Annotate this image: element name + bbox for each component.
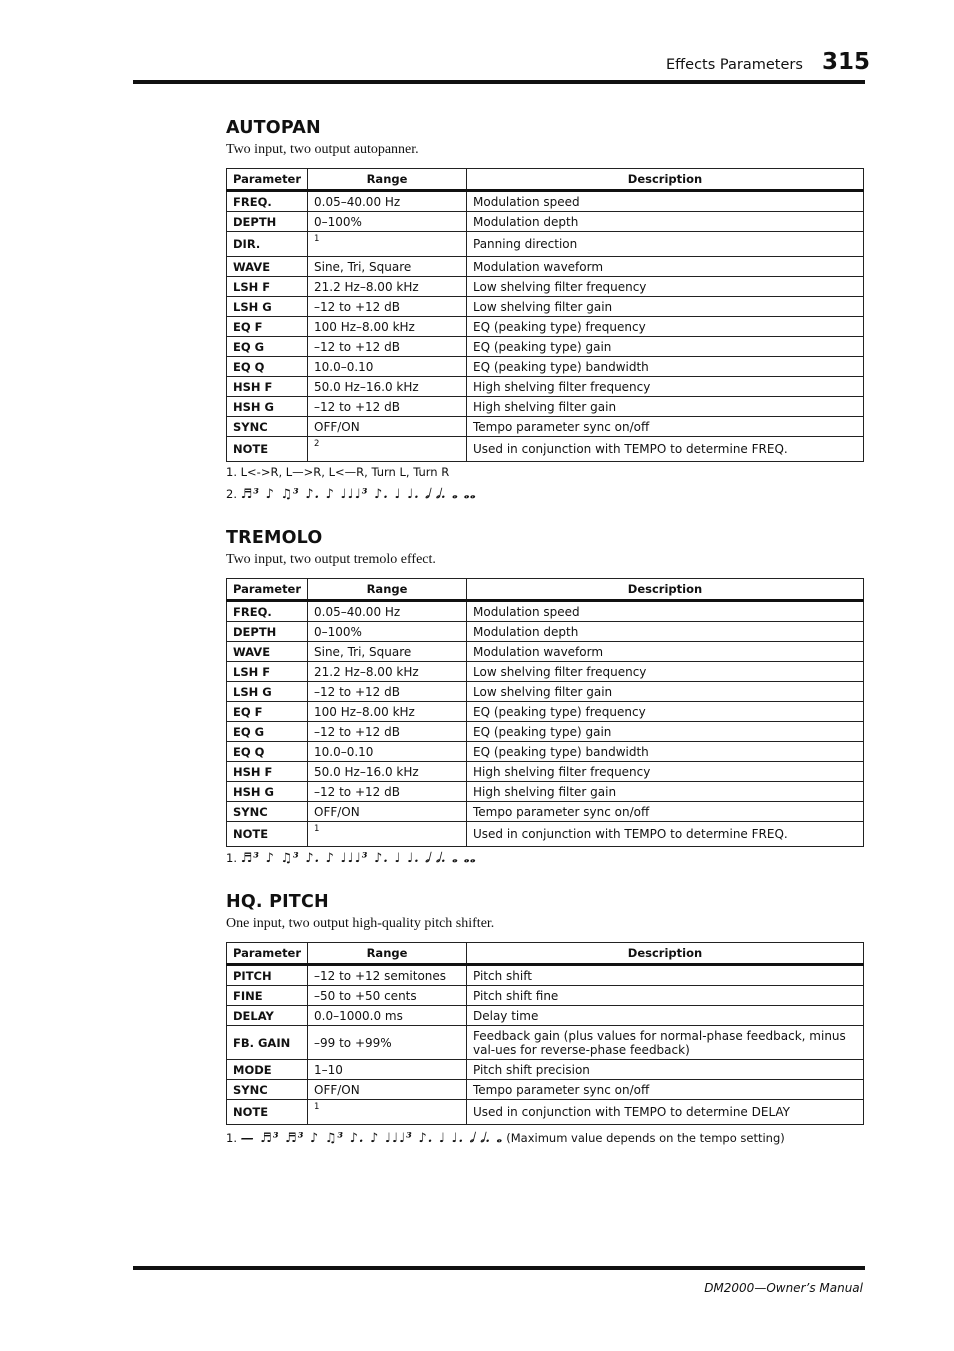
- hqpitch-subtitle: One input, two output high-quality pitch shifter.: [226, 916, 495, 931]
- param-desc: Delay time: [467, 1006, 864, 1026]
- hqpitch-section: [226, 890, 863, 1125]
- param-desc: Used in conjunction with TEMPO to determine FREQ.: [467, 822, 864, 847]
- param-range: 1–10: [308, 1060, 467, 1080]
- table-row: [227, 782, 864, 802]
- param-desc: Low shelving filter frequency: [467, 662, 864, 682]
- param-name: MODE: [227, 1060, 308, 1080]
- footnote-ref: 2: [308, 437, 467, 462]
- footnote-number: 2.: [226, 487, 237, 501]
- page-number: 315: [822, 49, 871, 75]
- param-desc: EQ (peaking type) gain: [467, 337, 864, 357]
- table-row: [227, 377, 864, 397]
- param-range: 0.0–1000.0 ms: [308, 1006, 467, 1026]
- footnote-ref: 1: [308, 822, 467, 847]
- param-name: DELAY: [227, 1006, 308, 1026]
- table-row: [227, 437, 864, 462]
- col-description: Description: [467, 579, 864, 601]
- hqpitch-footnote-1: [226, 1131, 785, 1146]
- autopan-title: AUTOPAN: [226, 118, 321, 138]
- param-range: OFF/ON: [308, 1080, 467, 1100]
- footnote-number: 1.: [226, 1131, 237, 1145]
- param-name: EQ Q: [227, 357, 308, 377]
- col-range: Range: [308, 943, 467, 965]
- param-range: –50 to +50 cents: [308, 986, 467, 1006]
- param-name: WAVE: [227, 642, 308, 662]
- param-desc: EQ (peaking type) frequency: [467, 317, 864, 337]
- header-rule: [133, 80, 865, 84]
- footnote-number: 1.: [226, 851, 237, 865]
- param-name: WAVE: [227, 257, 308, 277]
- table-row: [227, 1060, 864, 1080]
- param-range: 0–100%: [308, 622, 467, 642]
- param-desc: Used in conjunction with TEMPO to determine FREQ.: [467, 437, 864, 462]
- param-name: EQ F: [227, 702, 308, 722]
- param-desc: Modulation waveform: [467, 257, 864, 277]
- param-name: FREQ.: [227, 601, 308, 622]
- footnote-ref: 1: [308, 1100, 467, 1125]
- param-desc: Tempo parameter sync on/off: [467, 417, 864, 437]
- col-parameter: Parameter: [227, 943, 308, 965]
- param-range: 0.05–40.00 Hz: [308, 191, 467, 212]
- param-name: HSH G: [227, 397, 308, 417]
- param-desc: Low shelving filter gain: [467, 297, 864, 317]
- param-name: NOTE: [227, 437, 308, 462]
- hqpitch-title: HQ. PITCH: [226, 892, 329, 912]
- table-row: [227, 397, 864, 417]
- param-desc: High shelving filter frequency: [467, 377, 864, 397]
- param-desc: EQ (peaking type) gain: [467, 722, 864, 742]
- param-desc: Feedback gain (plus values for normal-phase feedback, minus val-ues for reverse-phase feedback): [467, 1026, 864, 1060]
- param-name: DEPTH: [227, 622, 308, 642]
- param-range: 50.0 Hz–16.0 kHz: [308, 762, 467, 782]
- param-name: HSH F: [227, 762, 308, 782]
- autopan-table: [226, 168, 864, 462]
- table-row: [227, 337, 864, 357]
- col-description: Description: [467, 943, 864, 965]
- table-row: [227, 822, 864, 847]
- param-name: FB. GAIN: [227, 1026, 308, 1060]
- table-row: [227, 317, 864, 337]
- table-header-row: [227, 169, 864, 191]
- table-row: [227, 277, 864, 297]
- hqpitch-table: [226, 942, 864, 1125]
- param-name: EQ Q: [227, 742, 308, 762]
- param-range: 0–100%: [308, 212, 467, 232]
- param-range: –12 to +12 dB: [308, 782, 467, 802]
- param-range: Sine, Tri, Square: [308, 257, 467, 277]
- table-row: [227, 622, 864, 642]
- param-desc: High shelving filter frequency: [467, 762, 864, 782]
- autopan-section: [226, 116, 863, 462]
- param-name: SYNC: [227, 802, 308, 822]
- footer-rule: [133, 1266, 865, 1270]
- footnote-ref: 1: [308, 232, 467, 257]
- table-row: [227, 1006, 864, 1026]
- param-range: 21.2 Hz–8.00 kHz: [308, 662, 467, 682]
- autopan-footnote-1: 1. L<->R, L—>R, L<—R, Turn L, Turn R: [226, 465, 450, 479]
- table-row: [227, 682, 864, 702]
- col-parameter: Parameter: [227, 579, 308, 601]
- autopan-footnote-2: [226, 487, 476, 502]
- param-desc: Modulation depth: [467, 212, 864, 232]
- footnote-text: (Maximum value depends on the tempo setting): [506, 1131, 785, 1145]
- table-header-row: [227, 579, 864, 601]
- param-range: 10.0–0.10: [308, 357, 467, 377]
- param-desc: Modulation speed: [467, 601, 864, 622]
- col-description: Description: [467, 169, 864, 191]
- col-parameter: Parameter: [227, 169, 308, 191]
- param-range: –12 to +12 dB: [308, 682, 467, 702]
- table-row: [227, 702, 864, 722]
- param-range: –12 to +12 dB: [308, 397, 467, 417]
- param-range: 21.2 Hz–8.00 kHz: [308, 277, 467, 297]
- footer-text: DM2000—Owner’s Manual: [704, 1281, 863, 1295]
- table-row: [227, 191, 864, 212]
- table-row: [227, 257, 864, 277]
- table-header-row: [227, 943, 864, 965]
- param-name: EQ G: [227, 337, 308, 357]
- note-values-icon: — ♬³ ♬³ ♪ ♫³ ♪. ♪ ♩♩♩³ ♪. ♩ ♩. 𝅗𝅥 𝅗𝅥. 𝅝: [240, 1131, 503, 1146]
- tremolo-table: [226, 578, 864, 847]
- param-range: 100 Hz–8.00 kHz: [308, 317, 467, 337]
- param-range: 100 Hz–8.00 kHz: [308, 702, 467, 722]
- param-range: –12 to +12 semitones: [308, 965, 467, 986]
- table-row: [227, 357, 864, 377]
- param-name: NOTE: [227, 1100, 308, 1125]
- table-row: [227, 232, 864, 257]
- param-range: OFF/ON: [308, 802, 467, 822]
- param-name: LSH F: [227, 662, 308, 682]
- table-row: [227, 642, 864, 662]
- param-desc: Used in conjunction with TEMPO to determine DELAY: [467, 1100, 864, 1125]
- param-range: –12 to +12 dB: [308, 722, 467, 742]
- param-desc: High shelving filter gain: [467, 397, 864, 417]
- param-desc: Panning direction: [467, 232, 864, 257]
- param-desc: Tempo parameter sync on/off: [467, 802, 864, 822]
- table-row: [227, 1080, 864, 1100]
- param-name: NOTE: [227, 822, 308, 847]
- table-row: [227, 601, 864, 622]
- param-desc: EQ (peaking type) bandwidth: [467, 742, 864, 762]
- param-name: PITCH: [227, 965, 308, 986]
- param-name: HSH F: [227, 377, 308, 397]
- note-values-icon: ♬³ ♪ ♫³ ♪. ♪ ♩♩♩³ ♪. ♩ ♩. 𝅗𝅥 𝅗𝅥. 𝅝 𝅝𝅝: [240, 851, 477, 866]
- param-name: LSH G: [227, 297, 308, 317]
- param-range: 0.05–40.00 Hz: [308, 601, 467, 622]
- param-name: LSH G: [227, 682, 308, 702]
- col-range: Range: [308, 579, 467, 601]
- param-name: FREQ.: [227, 191, 308, 212]
- table-row: [227, 762, 864, 782]
- table-row: [227, 1100, 864, 1125]
- param-range: –99 to +99%: [308, 1026, 467, 1060]
- param-desc: Modulation waveform: [467, 642, 864, 662]
- tremolo-subtitle: Two input, two output tremolo effect.: [226, 552, 436, 567]
- param-name: DEPTH: [227, 212, 308, 232]
- param-desc: Pitch shift precision: [467, 1060, 864, 1080]
- table-row: [227, 417, 864, 437]
- param-desc: Low shelving filter gain: [467, 682, 864, 702]
- param-range: –12 to +12 dB: [308, 297, 467, 317]
- table-row: [227, 1026, 864, 1060]
- table-row: [227, 802, 864, 822]
- param-name: DIR.: [227, 232, 308, 257]
- param-name: FINE: [227, 986, 308, 1006]
- note-values-icon: ♬³ ♪ ♫³ ♪. ♪ ♩♩♩³ ♪. ♩ ♩. 𝅗𝅥 𝅗𝅥. 𝅝 𝅝𝅝: [240, 487, 477, 502]
- param-desc: Modulation depth: [467, 622, 864, 642]
- param-name: HSH G: [227, 782, 308, 802]
- param-name: LSH F: [227, 277, 308, 297]
- param-desc: Pitch shift fine: [467, 986, 864, 1006]
- param-desc: High shelving filter gain: [467, 782, 864, 802]
- param-name: SYNC: [227, 417, 308, 437]
- param-range: 10.0–0.10: [308, 742, 467, 762]
- autopan-subtitle: Two input, two output autopanner.: [226, 142, 419, 157]
- param-name: EQ F: [227, 317, 308, 337]
- table-row: [227, 297, 864, 317]
- col-range: Range: [308, 169, 467, 191]
- page-header-title: Effects Parameters: [666, 57, 803, 73]
- tremolo-section: [226, 526, 863, 847]
- param-desc: Modulation speed: [467, 191, 864, 212]
- table-row: [227, 662, 864, 682]
- table-row: [227, 722, 864, 742]
- param-range: Sine, Tri, Square: [308, 642, 467, 662]
- param-desc: EQ (peaking type) bandwidth: [467, 357, 864, 377]
- param-range: OFF/ON: [308, 417, 467, 437]
- param-name: EQ G: [227, 722, 308, 742]
- table-row: [227, 742, 864, 762]
- table-row: [227, 986, 864, 1006]
- tremolo-footnote-1: [226, 851, 476, 866]
- param-desc: Pitch shift: [467, 965, 864, 986]
- tremolo-title: TREMOLO: [226, 528, 323, 548]
- table-row: [227, 965, 864, 986]
- param-desc: Low shelving filter frequency: [467, 277, 864, 297]
- param-desc: Tempo parameter sync on/off: [467, 1080, 864, 1100]
- table-row: [227, 212, 864, 232]
- param-desc: EQ (peaking type) frequency: [467, 702, 864, 722]
- param-name: SYNC: [227, 1080, 308, 1100]
- param-range: –12 to +12 dB: [308, 337, 467, 357]
- param-range: 50.0 Hz–16.0 kHz: [308, 377, 467, 397]
